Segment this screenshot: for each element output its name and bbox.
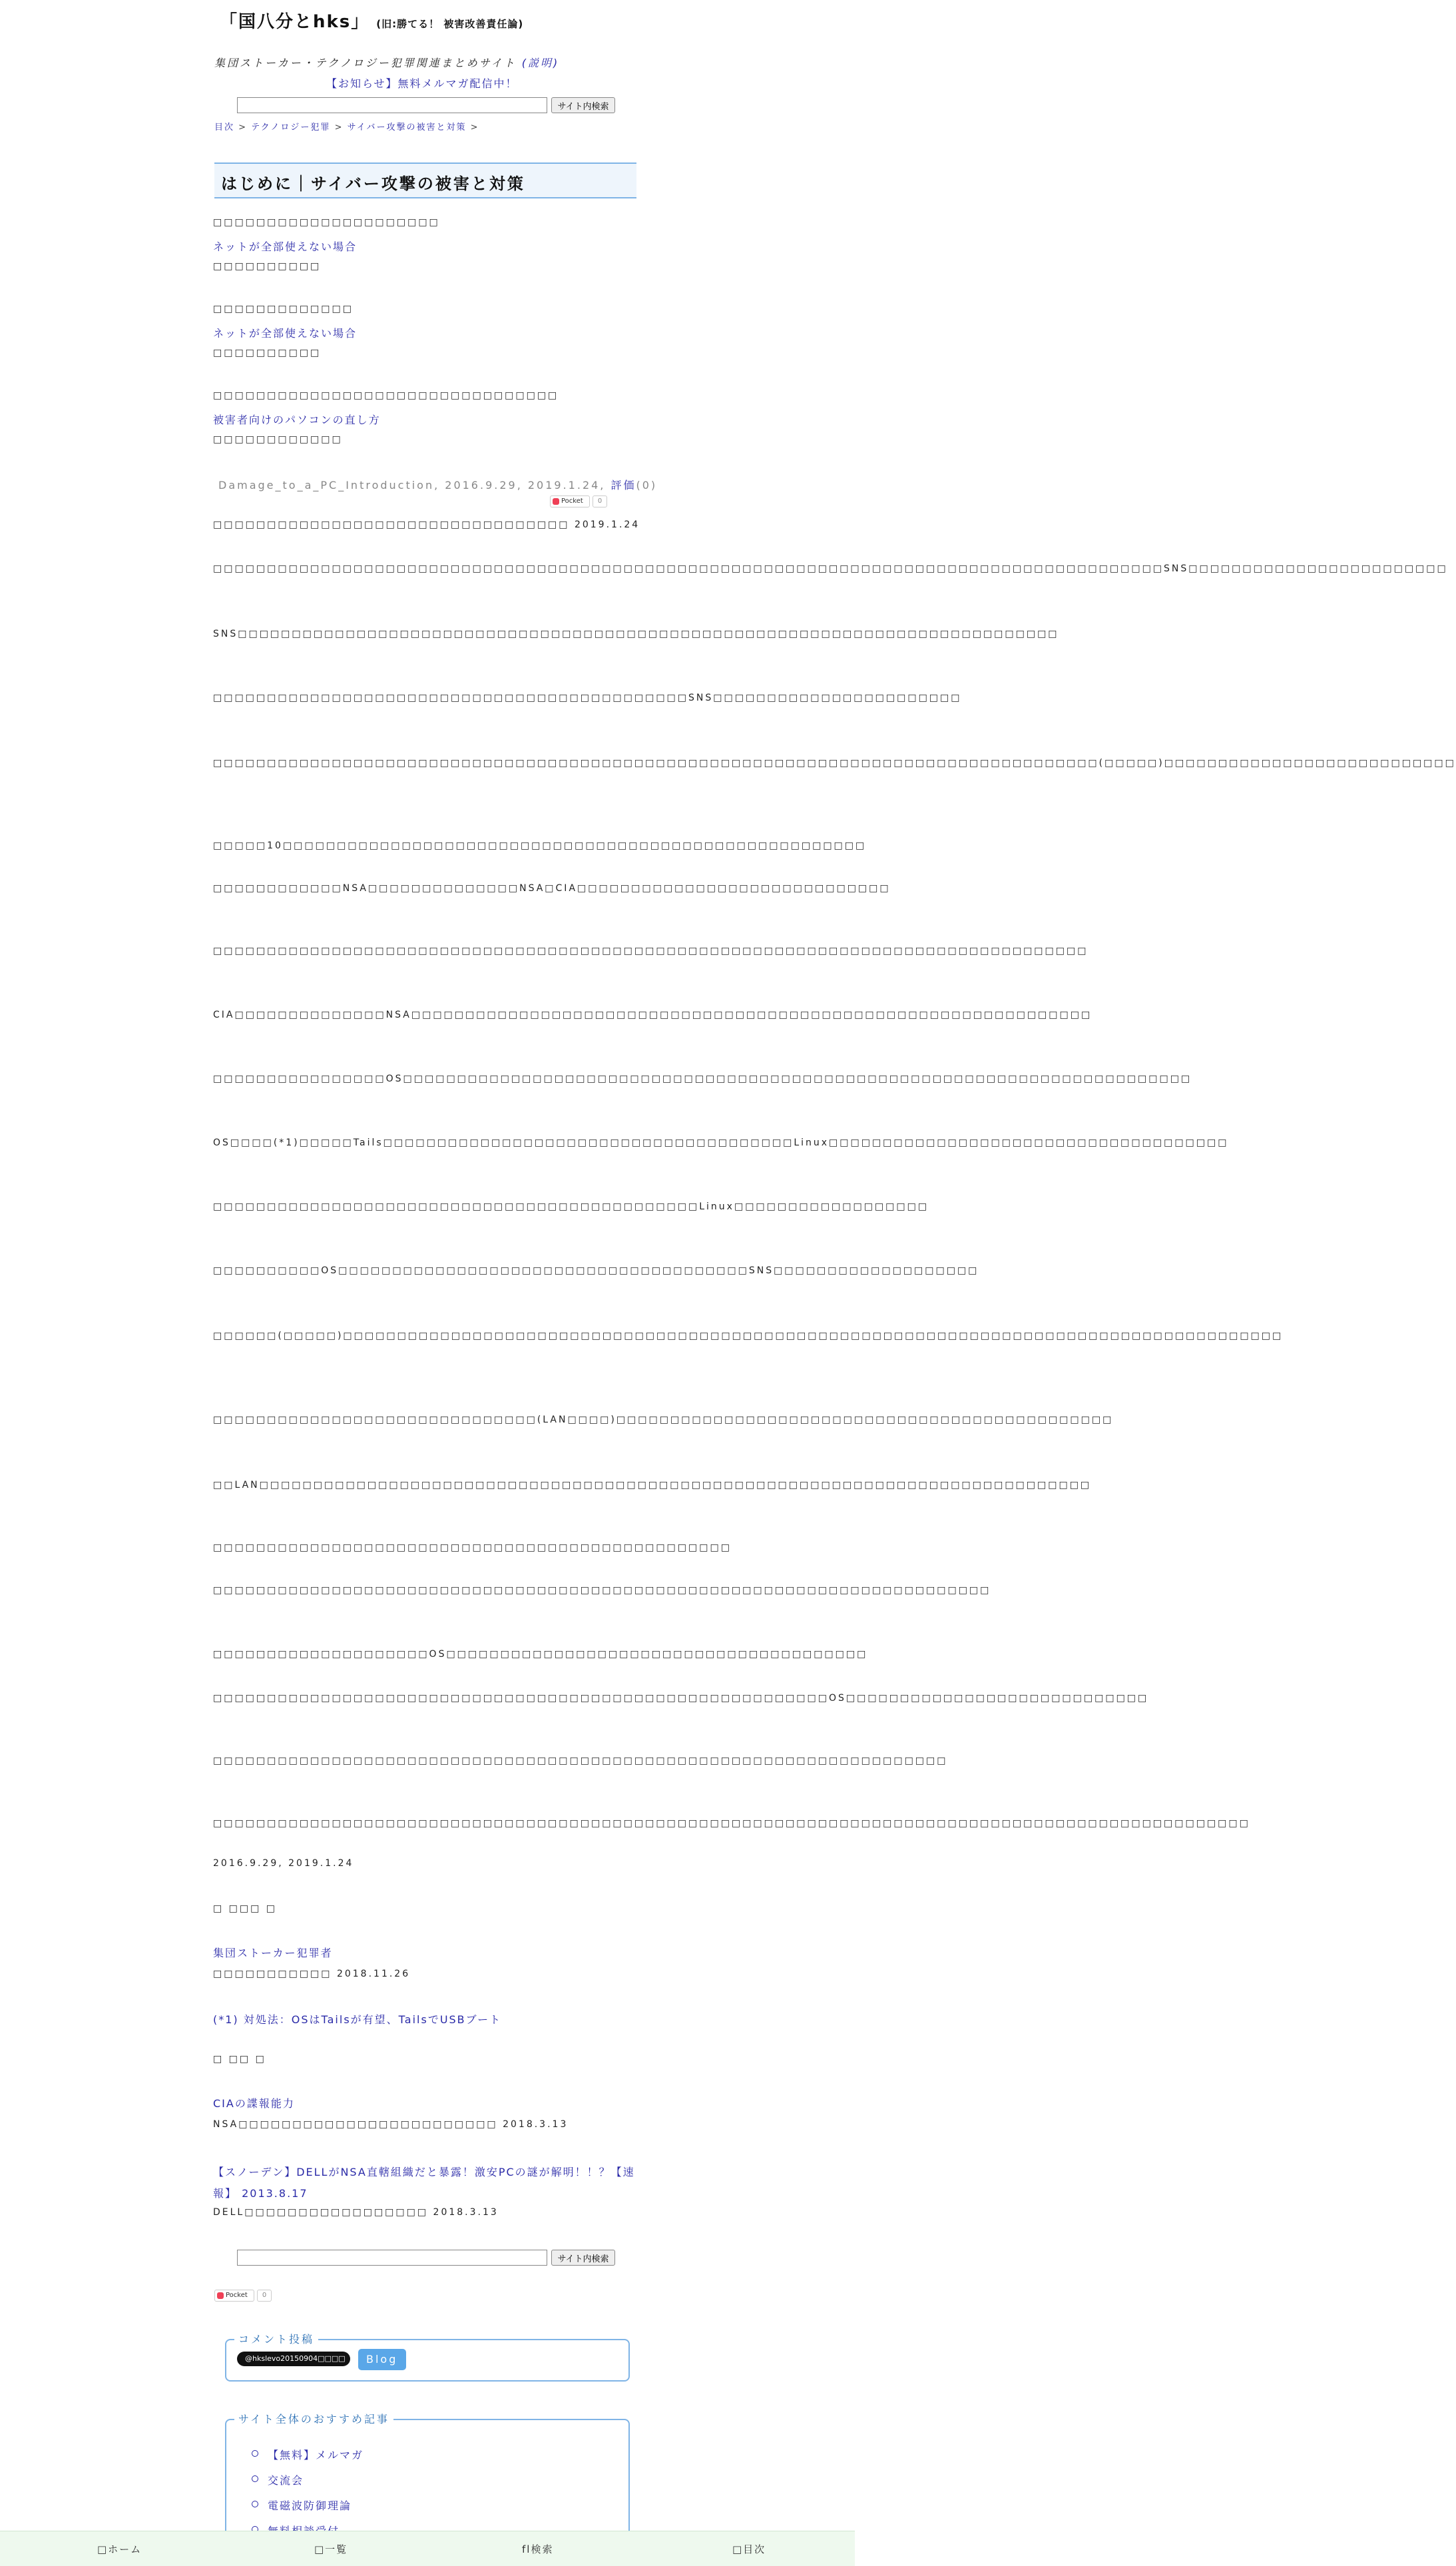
blog-button-label: Blog (366, 2353, 398, 2366)
intro-text: □□□□□□□□□□□□□□□□□□□□□ (213, 217, 440, 228)
breadcrumb-sep: > (238, 123, 248, 133)
intro-link[interactable]: ネットが全部使えない場合 (213, 240, 358, 253)
nav-home[interactable]: □ホーム (97, 2543, 142, 2555)
site-search-button[interactable]: サイト内検索 (551, 2250, 615, 2266)
breadcrumb-sep: > (470, 123, 479, 133)
article-paragraph: □□□□□□□□□□□□□□□□□□□□□□□□□□□□□□□□□□□□□□□□□□□□□□□□□□□□□□□□□□□□□□□□□□□□□□□□□□□□□□□□□□□□□□□□SNS□□□□□□□□□□□□□□□□□□□□□□□□ (213, 563, 1448, 574)
article-paragraph: □□□□□□□□□□□□□□□□□□□□□□□□□□□□□□□□□□□□□□□□□□□□□□□□□□□□□□□□□□□□□□□□□□□□□□□□ (213, 1585, 991, 1596)
recommend-item[interactable]: 【無料】メルマガ (268, 2447, 364, 2462)
pocket-count: 0 (257, 2290, 272, 2302)
related-desc: DELL□□□□□□□□□□□□□□□□□ 2018.3.13 (213, 2207, 499, 2218)
intro-link[interactable]: ネットが全部使えない場合 (213, 327, 358, 340)
related-desc: NSA□□□□□□□□□□□□□□□□□□□□□□□□ 2018.3.13 (213, 2119, 569, 2130)
intro-text: □□□□□□□□□□□□□ (213, 304, 354, 314)
article-paragraph: OS□□□□(*1)□□□□□Tails□□□□□□□□□□□□□□□□□□□□□□□□□□□□□□□□□□□□□□Linux□□□□□□□□□□□□□□□□□□□□□□□□□□□□□□□□□□□□□ (213, 1137, 1229, 1148)
article-paragraph: □□□□□□□□□□□□□□□□□□□□□□□□□□□□□□□□□□□□□□□□□□□□□□□□□□□□□□□□□OS□□□□□□□□□□□□□□□□□□□□□□□□□□□□ (213, 1693, 1149, 1704)
article-paragraph: □□□□□□□□□□□□□□□□OS□□□□□□□□□□□□□□□□□□□□□□□□□□□□□□□□□□□□□□□□□□□□□□□□□□□□□□□□□□□□□□□□□□□□□□□□□ (213, 1074, 1192, 1084)
page-title-text: はじめに｜サイバー攻撃の被害と対策 (221, 174, 525, 193)
x-follow-button[interactable] (237, 2352, 350, 2366)
nav-search[interactable]: fl検索 (522, 2543, 554, 2555)
rating-link[interactable]: 評価 (610, 479, 636, 491)
bottom-nav (0, 2531, 855, 2566)
intro-text: □□□□□□□□□□□□□□□□□□□□□□□□□□□□□□□□ (213, 390, 559, 401)
related-link[interactable]: CIAの諜報能力 (213, 2097, 295, 2110)
site-search-button[interactable]: サイト内検索 (551, 97, 615, 113)
pocket-button[interactable] (550, 495, 590, 507)
site-title-sub: (旧:勝てる！ 被害改善責任論) (376, 18, 524, 30)
meta-dates: 2016.9.29, 2019.1.24, (445, 479, 606, 491)
tagline-help-link[interactable]: (説明) (521, 57, 560, 69)
site-title-main[interactable]: 「国八分とhks」 (220, 12, 370, 32)
article-paragraph: □□□□□□□□□□□□□□□□□□□□□□□□□□□□□□□□□□□□□□□□□□□□□□□□□□□□□□□□□□□□□□□□□□□□□□□□□□□□□□□□□□□□□□□□□□□□□□□□ (213, 1818, 1250, 1829)
article-paragraph: □□□□□□□□□□□□□□□□□□□□□□□□□□□□□□(LAN□□□□)□□□□□□□□□□□□□□□□□□□□□□□□□□□□□□□□□□□□□□□□□□□□□□ (213, 1415, 1114, 1425)
breadcrumb-toc[interactable]: 目次 (214, 123, 235, 133)
tagline (214, 55, 559, 70)
article-paragraph: SNS□□□□□□□□□□□□□□□□□□□□□□□□□□□□□□□□□□□□□□□□□□□□□□□□□□□□□□□□□□□□□□□□□□□□□□□□□□□□ (213, 629, 1059, 639)
article-paragraph: □□□□□□□□□□□□□□□□□□□□□□□□□□□□□□□□□□□□□□□□□□□□□□□□□□□□□□□□□□□□□□□□□□□□□□□□□□□□□□□□□ (213, 946, 1089, 956)
article-paragraph: □□□□□□□□□□□□□□□□□□□□□□□□□□□□□□□□□□□□□□□□□□□□□□□□□□□□□□□□□□□□□□□□□□□□□□□□□□□□□□□□□□(□□□□□)□□□□□□□□□□□□□□□□□□□□□□□□□□□ (213, 758, 1456, 769)
comment-legend: コメント投稿 (234, 2331, 318, 2346)
x-follow-label: @hkslevo20150904□□□□ (245, 2354, 346, 2363)
article-paragraph: □□LAN□□□□□□□□□□□□□□□□□□□□□□□□□□□□□□□□□□□□□□□□□□□□□□□□□□□□□□□□□□□□□□□□□□□□□□□□□□□□□ (213, 1480, 1092, 1490)
related-link[interactable]: (*1) 対処法：OSはTailsが有望、TailsでUSBブート (213, 2013, 502, 2026)
pocket-icon (217, 2292, 224, 2299)
recommend-legend: サイト全体のおすすめ記事 (234, 2411, 393, 2426)
related-desc: □□□□□□□□□□□ 2018.11.26 (213, 1969, 411, 1979)
search-input[interactable] (237, 97, 547, 113)
article-paragraph: □□□□□□□□□□□□□□□□□□□□OS□□□□□□□□□□□□□□□□□□□□□□□□□□□□□□□□□□□□□□□ (213, 1649, 868, 1660)
article-paragraph: □□□□□10□□□□□□□□□□□□□□□□□□□□□□□□□□□□□□□□□□□□□□□□□□□□□□□□□□□□□□ (213, 840, 867, 851)
pocket-label: Pocket (561, 497, 583, 505)
tagline-text: 集団ストーカー・テクノロジー犯罪関連まとめサイト (214, 57, 517, 69)
page-title (214, 162, 636, 198)
article-paragraph: □□□□□□□□□□OS□□□□□□□□□□□□□□□□□□□□□□□□□□□□□□□□□□□□□□SNS□□□□□□□□□□□□□□□□□□□ (213, 1265, 979, 1276)
article-paragraph: □□□□□□□□□□□□□□□□□□□□□□□□□□□□□□□□□□□□□□□□□□□□SNS□□□□□□□□□□□□□□□□□□□□□□□ (213, 693, 962, 703)
intro-text: □□□□□□□□□□ (213, 348, 322, 358)
breadcrumb-cyber-attack[interactable]: サイバー攻撃の被害と対策 (347, 123, 467, 133)
newsletter-notice-link[interactable]: 【お知らせ】無料メルマガ配信中！ (326, 77, 518, 90)
article-paragraph: □□□□□□□□□□□□NSA□□□□□□□□□□□□□□NSA□CIA□□□□□□□□□□□□□□□□□□□□□□□□□□□□□ (213, 883, 891, 894)
related-mark: □ □□ □ (213, 2054, 266, 2065)
breadcrumb (214, 120, 479, 133)
related-link[interactable]: 【スノーデン】DELLがNSA直轄組織だと暴露！激安PCの謎が解明！！？【速報】 2013.8.17 (213, 2166, 635, 2200)
intro-text: □□□□□□□□□□ (213, 261, 322, 272)
intro-text: □□□□□□□□□□□□ (213, 434, 343, 445)
bullet-icon (252, 2475, 258, 2482)
article-dates: 2016.9.29, 2019.1.24 (213, 1858, 354, 1869)
article-paragraph: □□□□□□(□□□□□)□□□□□□□□□□□□□□□□□□□□□□□□□□□□□□□□□□□□□□□□□□□□□□□□□□□□□□□□□□□□□□□□□□□□□□□□□□□□□□□□□□□□□□□ (213, 1331, 1284, 1341)
related-mark: □ □□□ □ (213, 1903, 278, 1914)
meta-slug: Damage_to_a_PC_Introduction (218, 479, 435, 491)
nav-toc[interactable]: □目次 (732, 2543, 766, 2555)
pocket-count: 0 (593, 495, 607, 507)
bullet-icon (252, 2501, 258, 2507)
site-title[interactable] (220, 8, 523, 33)
related-link[interactable]: 集団ストーカー犯罪者 (213, 1947, 333, 1959)
bullet-icon (252, 2450, 258, 2457)
article-paragraph: □□□□□□□□□□□□□□□□□□□□□□□□□□□□□□□□□□□□□□□□□□□□□□□□ (213, 1542, 732, 1553)
article-paragraph: □□□□□□□□□□□□□□□□□□□□□□□□□□□□□□□□□□□□□□□□□□□□□Linux□□□□□□□□□□□□□□□□□□ (213, 1201, 929, 1212)
article-meta: Damage_to_a_PC_Introduction, 2016.9.29, 2019.1.24, 評価(0) (218, 479, 658, 491)
blog-button[interactable] (358, 2349, 406, 2370)
breadcrumb-sep: > (334, 123, 344, 133)
article-paragraph: □□□□□□□□□□□□□□□□□□□□□□□□□□□□□□□□□□□□□□□□□□□□□□□□□□□□□□□□□□□□□□□□□□□□ (213, 1756, 948, 1766)
recommend-item[interactable]: 電磁波防御理論 (268, 2497, 352, 2513)
nav-list[interactable]: □一覧 (314, 2543, 348, 2555)
update-line: □□□□□□□□□□□□□□□□□□□□□□□□□□□□□□□□□ 2019.1.24 (213, 519, 640, 530)
rating-value: (0) (636, 479, 658, 491)
pocket-label: Pocket (226, 2292, 248, 2299)
intro-link[interactable]: 被害者向けのパソコンの直し方 (213, 414, 381, 426)
recommend-item[interactable]: 交流会 (268, 2472, 304, 2487)
pocket-icon (553, 498, 559, 505)
breadcrumb-technology-crime[interactable]: テクノロジー犯罪 (251, 123, 331, 133)
article-paragraph: CIA□□□□□□□□□□□□□□NSA□□□□□□□□□□□□□□□□□□□□□□□□□□□□□□□□□□□□□□□□□□□□□□□□□□□□□□□□□□□□□□□ (213, 1010, 1092, 1020)
search-input[interactable] (237, 2250, 547, 2266)
pocket-button[interactable] (214, 2290, 254, 2302)
